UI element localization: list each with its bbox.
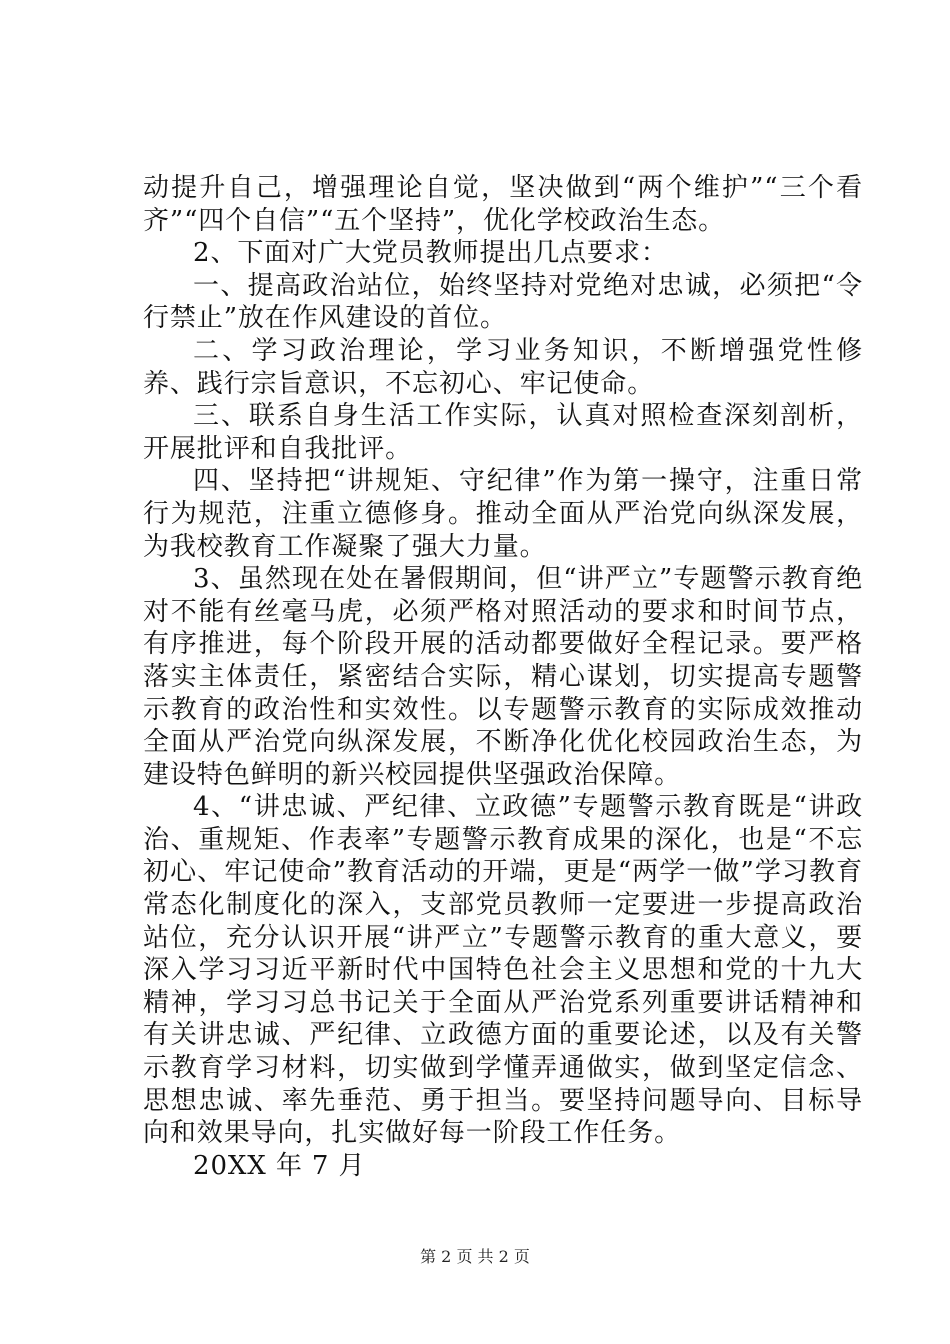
paragraph: 四、坚持把“讲规矩、守纪律”作为第一操守，注重日常行为规范，注重立德修身。推动全面从严治党向纵深发展，为我校教育工作凝聚了强大力量。 <box>143 466 863 562</box>
date-line: 20XX 年 7 月 <box>193 1150 366 1181</box>
paragraph: 一、提高政治站位，始终坚持对党绝对忠诚，必须把“令行禁止”放在作风建设的首位。 <box>143 270 863 334</box>
paragraph: 三、联系自身生活工作实际，认真对照检查深刻剖析，开展批评和自我批评。 <box>143 401 863 464</box>
document-body <box>143 172 863 1182</box>
page-footer <box>0 1244 950 1267</box>
paragraph: 动提升自己，增强理论自觉，坚决做到“两个维护”“三个看齐”“四个自信”“五个坚持”，优化学校政治生态。 <box>143 173 863 236</box>
paragraph: 2、下面对广大党员教师提出几点要求： <box>193 238 668 269</box>
paragraph: 4、“讲忠诚、严纪律、立政德”专题警示教育既是“讲政治、重规矩、作表率”专题警示教育成果的深化，也是“不忘初心、牢记使命”教育活动的开端，更是“两学一做”学习教育常态化制度化的深入，支部党员教师一定要进一步提高政治站位，充分认识开展“讲严立”专题警示教育的重大意义，要深入学习习近平新时代中国特色社会主义思想和党的十九大精神，学习习总书记关于全面从严治党系列重要讲话精神和有关讲忠诚、严纪律、立政德方面的重要论述，以及有关警示教育学习材料，切实做到学懂弄通做实，做到坚定信念、思想忠诚、率先垂范、勇于担当。要坚持问题导向、目标导向和效果导向，扎实做好每一阶段工作任务。 <box>143 792 863 1149</box>
paragraph: 二、学习政治理论，学习业务知识，不断增强党性修养、践行宗旨意识，不忘初心、牢记使命。 <box>143 335 863 399</box>
paragraph: 3、虽然现在处在暑假期间，但“讲严立”专题警示教育绝对不能有丝毫马虎，必须严格对照活动的要求和时间节点，有序推进，每个阶段开展的活动都要做好全程记录。要严格落实主体责任，紧密结合实际，精心谋划，切实提高专题警示教育的政治性和实效性。以专题警示教育的实际成效推动全面从严治党向纵深发展，不断净化优化校园政治生态，为建设特色鲜明的新兴校园提供坚强政治保障。 <box>143 564 863 790</box>
page-number: 第 2 页 共 2 页 <box>420 1247 530 1266</box>
